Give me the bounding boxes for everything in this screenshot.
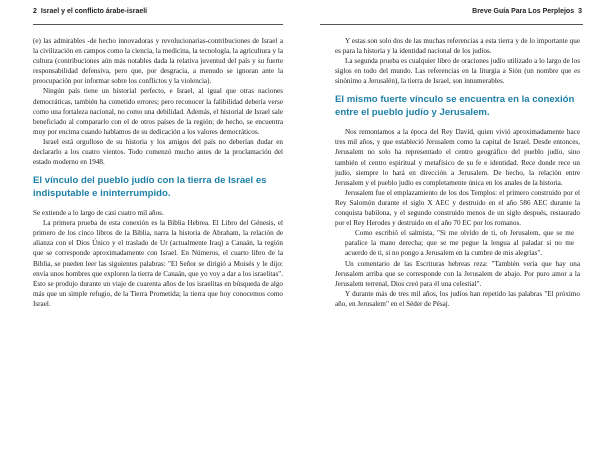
right-paragraph-2: La segunda prueba es cualquier libro de oraciones judío utilizado a lo largo de los siglos en todo del mundo. Las referencias en la liturgia a Sión (un nombre que es sinónimo a Jerusalén), la tierra de Israel, son innumerables. xyxy=(335,57,580,86)
right-paragraph-6: Un comentario de las Escrituras hebreas reza: "También vería que hay una Jerusalem arriba que se corresponde con la Jerusalem de abajo. Por puro amor a la Jerusalem terrenal, Dios creó para él una celestial". xyxy=(335,259,580,288)
left-running-title: Israel y el conflicto árabe-israelí xyxy=(40,8,148,15)
right-paragraph-4: Jerusalem fue el emplazamiento de los dos Templos: el primero construido por el Rey Salomón durante el siglo X AEC y destruido en el año 586 AEC durante la conquista babilona, y el segundo construido menos de un siglo después, restaurado por el Rey Herodes y destruido en el año 70 EC por los romanos. xyxy=(335,188,580,228)
left-paragraph-3: Israel está orgulloso de su historia y los amigos del país no deberían dudar en declararlo a los cuatro vientos. Todo comenzó mucho antes de la proclamación del estado moderno en 1948. xyxy=(33,137,283,167)
right-paragraph-1: Y estas son solo dos de las muchas referencias a esta tierra y de lo importante que es para la historia y la identidad nacional de los judíos. xyxy=(335,37,580,56)
left-body-text xyxy=(33,36,283,309)
left-subheading: El vínculo del pueblo judío con la tierra de Israel es indisputable e ininterrumpido. xyxy=(33,175,267,199)
left-paragraph-5: La primera prueba de esta conexión es la Biblia Hebrea. El Libro del Génesis, el primero de los cinco libros de la Biblia, narra la historia de Abraham, la relación de alianza con el Dios Único y el traslado de Ur (actualmente Iraq) a Canaán, la región que se corresponde aproximadamente con Israel. En Números, el cuarto libro de la Biblia, se pueden leer las siguientes palabras: "El Señor se dirigió a Moisés y le dijo: envía unos hombres que exploren la tierra de Canaán, que yo voy a dar a los israelitas". Esto se produjo durante un viaje de cuarenta años de los israelitas en búsqueda de algo más que un simple refugio, de la Tierra Prometida; la tierra que hoy conocemos como Israel. xyxy=(33,219,283,308)
left-paragraph-4: Se extiende a lo largo de casi cuatro mil años. xyxy=(33,209,164,218)
right-body-text xyxy=(335,36,580,309)
left-paragraph-1: (e) las admirables -de hecho innovadoras y revolucionarias-contribuciones de Israel a la civilización en campos como la ciencia, la medicina, la tecnología, la agricultura y la cultura (contribuciones aún más notables dada la relativa juventud del país y su fuerte responsabilidad defensiva, pero que, por desgracia, a menudo se ignoran ante la preocupación por informar sobre los conflictos y la violencia). xyxy=(33,37,283,86)
right-paragraph-3: Nos remontamos a la época del Rey David, quien vivió aproximadamente hace tres mil años, y que estableció Jerusalem como la capital de Israel. Desde entonces, Jerusalem no solo ha representado el centro geográfico del pueblo judío, sino también el centro espiritual y metafísico de su fe e identidad. Rece donde rece un judío, siempre lo hará en dirección a Jerusalem. De hecho, la relación entre Jerusalem y el pueblo judío es completamente única en los anales de la historia. xyxy=(335,128,580,187)
right-running-head xyxy=(472,8,582,22)
right-paragraph-5: Como escribió el salmista, "Si me olvido de ti, oh Jerusalem, que se me paralice la mano derecha; que se me pegue la lengua al paladar si no me acuerdo de ti, si no pongo a Jerusalem en la cumbre de mis alegrías". xyxy=(345,229,574,258)
right-subheading: El mismo fuerte vínculo se encuentra en la conexión entre el pueblo judío y Jerusalem. xyxy=(335,94,575,118)
right-page xyxy=(300,0,600,463)
right-header-rule xyxy=(320,24,583,25)
left-page-number: 2 xyxy=(33,8,37,15)
left-running-head xyxy=(33,8,147,22)
left-paragraph-2: Ningún país tiene un historial perfecto, e Israel, al igual que otras naciones democráticas, también ha cometido errores; pero reconocer la falibilidad debería verse como una fortaleza nacional, no como una debilidad. Además, el historial de Israel sale beneficiado al compararlo con el de otros países de la región; de hecho, se encuentra muy por encima cuando hablamos de su dedicación a los valores democráticos. xyxy=(33,87,283,136)
right-running-title: Breve Guía Para Los Perplejos xyxy=(472,8,575,15)
right-paragraph-7: Y durante más de tres mil años, los judíos han repetido las palabras "El próximo año, en Jerusalem" en el Séder de Pésaj. xyxy=(335,289,580,308)
right-page-number: 3 xyxy=(578,8,582,15)
left-header-rule xyxy=(33,24,283,25)
